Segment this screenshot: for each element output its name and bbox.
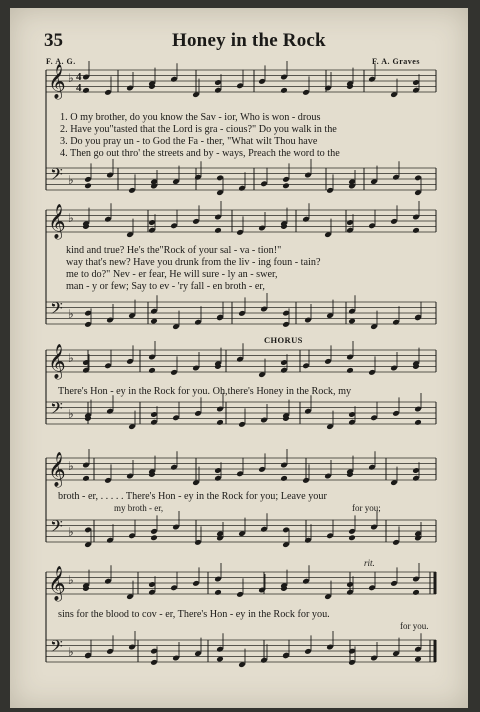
hymn-title: Honey in the Rock xyxy=(172,30,326,51)
verse-3-line-1: 3. Do you pray un - to God the Fa - ther, "What wilt Thou have xyxy=(60,136,318,147)
verse-4-line-2: man - y or few; Say to ev - 'ry fall - en broth - er, xyxy=(66,281,265,292)
treble-clef: 𝄞 xyxy=(48,344,66,379)
key-flat: ♭ xyxy=(68,459,74,473)
verse-1-line-1: 1. O my brother, do you know the Sav - ior, Who is won - drous xyxy=(60,112,321,123)
key-flat: ♭ xyxy=(68,173,74,187)
chorus-line-2-echo-a: my broth - er, xyxy=(114,503,164,513)
key-flat: ♭ xyxy=(68,407,74,421)
key-flat: ♭ xyxy=(68,351,74,365)
chorus-line-3-echo: for you. xyxy=(400,621,429,631)
time-signature-top: 4 xyxy=(76,71,82,83)
hymn-number: 35 xyxy=(44,30,63,51)
words-credit: F. A. G. xyxy=(46,57,76,66)
key-flat: ♭ xyxy=(68,211,74,225)
verse-1-line-2: kind and true? He's the"Rock of your sal - va - tion!" xyxy=(66,245,282,256)
bass-clef: 𝄢 xyxy=(50,298,63,322)
chorus-label: CHORUS xyxy=(264,335,303,345)
key-flat: ♭ xyxy=(68,573,74,587)
verse-2-line-1: 2. Have you"tasted that the Lord is gra - cious?" Do you walk in the xyxy=(60,124,337,135)
chorus-line-2-echo-b: for you; xyxy=(352,503,381,513)
treble-clef: 𝄞 xyxy=(48,204,66,239)
bass-clef: 𝄢 xyxy=(50,164,63,188)
treble-clef: 𝄞 xyxy=(48,64,66,99)
key-flat: ♭ xyxy=(68,645,74,659)
chorus-line-2: broth - er, . . . . . There's Hon - ey in the Rock for you; Leave your xyxy=(58,491,327,502)
chorus-line-1: There's Hon - ey in the Rock for you. Oh,there's Honey in the Rock, my xyxy=(58,386,352,397)
key-flat: ♭ xyxy=(68,525,74,539)
chorus-line-3: sins for the blood to cov - er, There's Hon - ey in the Rock for you. xyxy=(58,609,330,620)
bass-clef: 𝄢 xyxy=(50,398,63,422)
bass-clef: 𝄢 xyxy=(50,636,63,660)
bass-clef: 𝄢 xyxy=(50,516,63,540)
verse-3-line-2: me to do?" Nev - er fear, He will sure - ly an - swer, xyxy=(66,269,278,280)
verse-2-line-2: way that's new? Have you drunk from the liv - ing foun - tain? xyxy=(66,257,321,268)
treble-clef: 𝄞 xyxy=(48,566,66,601)
verse-4-line-1: 4. Then go out thro' the streets and by - ways, Preach the word to the xyxy=(60,148,340,159)
tempo-mark: rit. xyxy=(364,558,375,568)
key-flat: ♭ xyxy=(68,307,74,321)
treble-clef: 𝄞 xyxy=(48,452,66,487)
key-flat: ♭ xyxy=(68,71,74,85)
music-credit: F. A. Graves xyxy=(372,57,420,66)
time-signature-bottom: 4 xyxy=(76,82,82,94)
